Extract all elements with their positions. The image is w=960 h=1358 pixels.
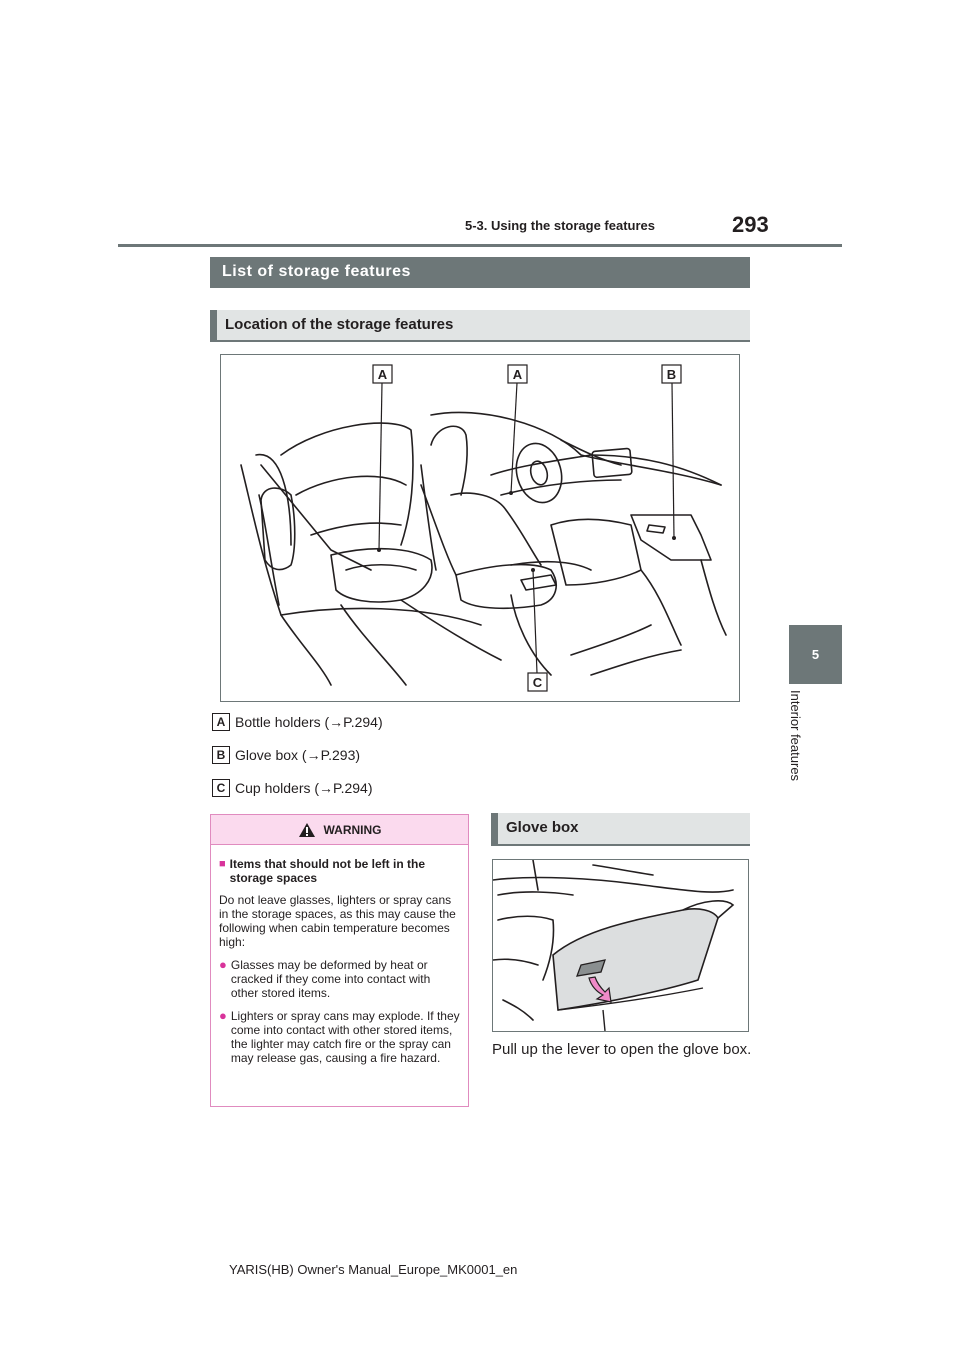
legend-item-glove-box [212, 746, 360, 764]
chapter-title-text: Interior features [788, 690, 803, 782]
legend-item-cup-holders [212, 779, 372, 797]
subsection-heading-glove-box: Glove box [491, 813, 750, 846]
legend-key: B [212, 746, 230, 764]
warning-bullet-text: Glasses may be deformed by heat or cracked if they come into contact with other stored items. [230, 958, 431, 1000]
warning-bullet [219, 1009, 460, 1065]
circle-bullet-icon: ● [219, 957, 227, 972]
warning-intro: Do not leave glasses, lighters or spray cans in the storage spaces, as this may cause the following when cabin temperature becomes high: [219, 893, 456, 949]
callout-b [662, 365, 681, 383]
chapter-title [787, 690, 805, 810]
warning-heading-text: Items that should not be left in the storage spaces [229, 857, 425, 885]
glove-box-illustration [493, 860, 748, 1031]
glove-box-caption: Pull up the lever to open the glove box. [492, 1041, 752, 1058]
circle-bullet-icon: ● [219, 1008, 227, 1023]
callout-c [528, 673, 547, 691]
legend-text: Cup holders (→P.294) [235, 780, 373, 796]
legend-text: Glove box (→P.293) [235, 747, 361, 763]
callout-a-left [373, 365, 392, 383]
chapter-tab: 5 [789, 625, 842, 684]
legend-text: Bottle holders (→P.294) [235, 714, 383, 730]
legend-key: C [212, 779, 230, 797]
legend-item-bottle-holders [212, 713, 383, 731]
section-heading: List of storage features [210, 257, 750, 288]
callout-label: A [512, 367, 523, 382]
callout-label: C [532, 675, 543, 690]
subsection-heading-location: Location of the storage features [210, 310, 750, 342]
callout-label: B [666, 367, 677, 382]
callout-label: A [377, 367, 388, 382]
warning-bullet-text: Lighters or spray cans may explode. If they come into contact with other stored items, the lighter may catch fire or the spray can may release gas, causing a fire hazard. [230, 1009, 460, 1065]
square-bullet-icon: ■ [219, 858, 226, 870]
warning-title: WARNING [323, 822, 382, 837]
car-interior-illustration [221, 355, 739, 701]
warning-triangle-icon [298, 822, 316, 838]
running-header: 5-3. Using the storage features [465, 218, 655, 233]
page-number: 293 [732, 212, 769, 237]
glove-box-figure [492, 859, 749, 1032]
legend-key: A [212, 713, 230, 731]
header-divider [118, 244, 842, 247]
callout-a-right [508, 365, 527, 383]
footer-text: YARIS(HB) Owner's Manual_Europe_MK0001_en [229, 1262, 518, 1277]
location-figure [220, 354, 740, 702]
warning-box [210, 814, 469, 1107]
warning-bullet [219, 958, 460, 1000]
warning-header [211, 815, 468, 845]
warning-item-heading [219, 857, 460, 885]
